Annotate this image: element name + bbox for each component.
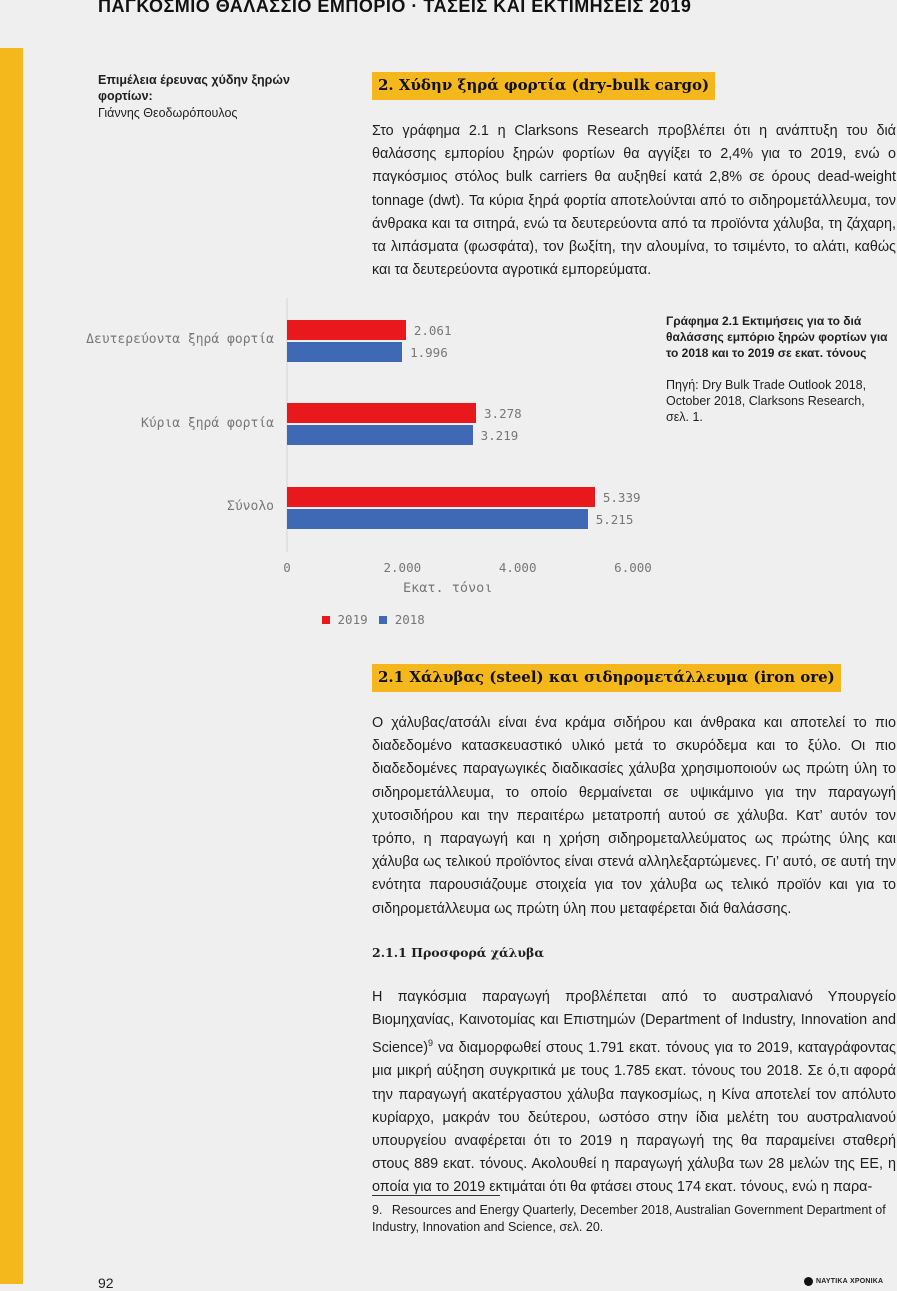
footnote-text: Resources and Energy Quarterly, December 2018, Australian Government Department of Industry, Innovation and Science, σελ. 20.: [372, 1203, 886, 1234]
chart-caption-source: Πηγή: Dry Bulk Trade Outlook 2018, October 2018, Clarksons Research, σελ. 1.: [666, 378, 867, 424]
editor-label: Επιμέλεια έρευνας χύδην ξηρών φορτίων:: [98, 73, 290, 103]
section-heading-dry-bulk: 2. Χύδην ξηρά φορτία (dry-bulk cargo): [372, 72, 715, 100]
side-color-bar: [0, 48, 23, 1284]
section-paragraph-steel-supply: [372, 986, 896, 1200]
running-header: ΠΑΓΚΟΣΜΙΟ ΘΑΛΑΣΣΙΟ ΕΜΠΟΡΙΟ · ΤΑΣΕΙΣ ΚΑΙ ΕΚΤΙΜΗΣΕΙΣ 2019: [98, 0, 692, 16]
publisher-logo: [804, 1277, 883, 1286]
chart-x-axis-title: Εκατ. τόνοι: [403, 580, 493, 596]
publisher-name: ΝΑΥΤΙΚΑ ΧΡΟΝΙΚΑ: [816, 1278, 884, 1285]
chart-category-label: Κύρια ξηρά φορτία: [140, 416, 274, 431]
footnote-number: 9.: [372, 1203, 383, 1217]
legend-label-2018: 2018: [394, 612, 425, 627]
chart-bar-2018-total: [287, 509, 588, 529]
chart-bar-2019-total: [287, 487, 595, 507]
legend-swatch-2019: [322, 616, 330, 624]
chart-bar-2019-secondary: [287, 320, 406, 340]
paragraph-text: Η παγκόσμια παραγωγή προβλέπεται από το αυστραλιανό Υπουργείο Βιομηχανίας, Καινοτομίας και Επιστημών (Department of Industry, Innovation and Science): [372, 989, 896, 1057]
section-paragraph-steel: Ο χάλυβας/ατσάλι είναι ένα κράμα σιδήρου και άνθρακα και αποτελεί το πιο διαδεδομένο κατασκευαστικό υλικό μετά το σκυρόδεμα και το ξύλο. Οι πιο διαδεδομένες παραγωγικές διαδικασίες χάλυβα χρησιμοποιούν ως πρώτη ύλη το σιδηρομετάλλευμα, το οποίο θερμαίνεται σε υψικάμινο για την παραγωγή χυτοσιδήρου και την περαιτέρω μετατροπή αυτού σε χάλυβα. Κατ’ αυτόν τον τρόπο, η παραγωγή και η χρήση σιδηρομεταλλεύματος ως πρώτης ύλης και χάλυβα ως τελικού προϊόντος είναι στενά αλληλεξαρτώμενες. Γι’ αυτό, σε αυτή την ενότητα παρουσιάζουμε στοιχεία για τον χάλυβα ως τελικό προϊόν και για το σιδηρομετάλλευμα ως πρώτη ύλη που μεταφέρεται διά θαλάσσης.: [372, 715, 896, 917]
chart-category-label: Δευτερεύοντα ξηρά φορτία: [86, 332, 274, 347]
chart-value-label: 3.278: [484, 406, 522, 421]
chart-bar-2019-main: [287, 403, 476, 423]
chart-value-label: 5.215: [595, 512, 634, 527]
chart-value-label: 1.996: [410, 345, 448, 360]
chart-legend: [322, 612, 425, 627]
paragraph-text: να διαμορφωθεί στους 1.791 εκατ. τόνους για το 2019, καταγράφοντας μια μικρή αύξηση συγκριτικά με τους 1.785 εκατ. τόνους του 2018. Σε ό,τι αφορά την παραγωγή ακατέργαστου χάλυβα παγκοσμίως, η Κίνα αποτελεί τον απόλυτο κυρίαρχο, μακράν του δεύτερου, ωστόσο στην ίδια μελέτη του αυστραλιανού υπουργείου αναφέρεται ότι το 2019 η παραγωγή της θα παραμείνει σταθερή στους 889 εκατ. τόνους. Ακολουθεί η παραγωγή χάλυβα των 28 μελών της ΕΕ, η οποία για το 2019 εκτιμάται ότι θα φτάσει στους 174 εκατ. τόνους, ενώ η παρα-: [372, 1040, 896, 1196]
chart-tick-label: 6.000: [614, 560, 652, 575]
subsection-heading-steel-supply: 2.1.1 Προσφορά χάλυβα: [372, 945, 544, 960]
editor-name: Γιάννης Θεοδωρόπουλος: [98, 106, 238, 120]
section-paragraph-dry-bulk: Στο γράφημα 2.1 η Clarksons Research προβλέπει ότι η ανάπτυξη του διά θαλάσσης εμπορίου ξηρών φορτίων θα αγγίξει το 2,4% για το 2019, ενώ ο παγκόσμιος στόλος bulk carriers θα αυξηθεί κατά 2,8% σε όρους dead-weight tonnage (dwt). Τα κύρια ξηρά φορτία αποτελούνται από το σιδηρομετάλλευμα, τον άνθρακα και τα σιτηρά, ενώ τα δευτερεύοντα από τα προϊόντα χάλυβα, τη ζάχαρη, τα λιπάσματα (φωσφάτα), τον βωξίτη, την αλουμίνα, το τσιμέντο, το αλάτι, καθώς και τα δευτερεύοντα αγροτικά εμπορεύματα.: [372, 123, 896, 279]
chart-tick-label: 0: [283, 560, 291, 575]
page-number: 92: [98, 1275, 114, 1291]
chart-value-label: 2.061: [413, 323, 452, 338]
chart-value-label: 3.219: [480, 428, 519, 443]
section-heading-steel: 2.1 Χάλυβας (steel) και σιδηρομετάλλευμα (iron ore): [372, 664, 841, 692]
chart-tick-label: 2.000: [383, 560, 422, 575]
chart-category-label: Σύνολο: [227, 499, 274, 514]
legend-label-2019: 2019: [337, 612, 368, 627]
footnote-rule: [372, 1195, 500, 1196]
footnote: [372, 1202, 894, 1236]
chart-bar-2018-main: [287, 425, 473, 445]
chart-caption-title: Γράφημα 2.1 Εκτιμήσεις για το διά θαλάσσης εμπόριο ξηρών φορτίων για το 2018 και το 2019 σε εκατ. τόνους: [666, 314, 888, 360]
chart-value-label: 5.339: [602, 490, 641, 505]
chart-bar-2018-secondary: [287, 342, 402, 362]
chart-tick-label: 4.000: [498, 560, 537, 575]
legend-swatch-2018: [379, 616, 387, 624]
chart-dry-bulk: [0, 290, 660, 640]
footnote-reference: 9: [428, 1038, 434, 1049]
publisher-logo-icon: [804, 1277, 813, 1286]
